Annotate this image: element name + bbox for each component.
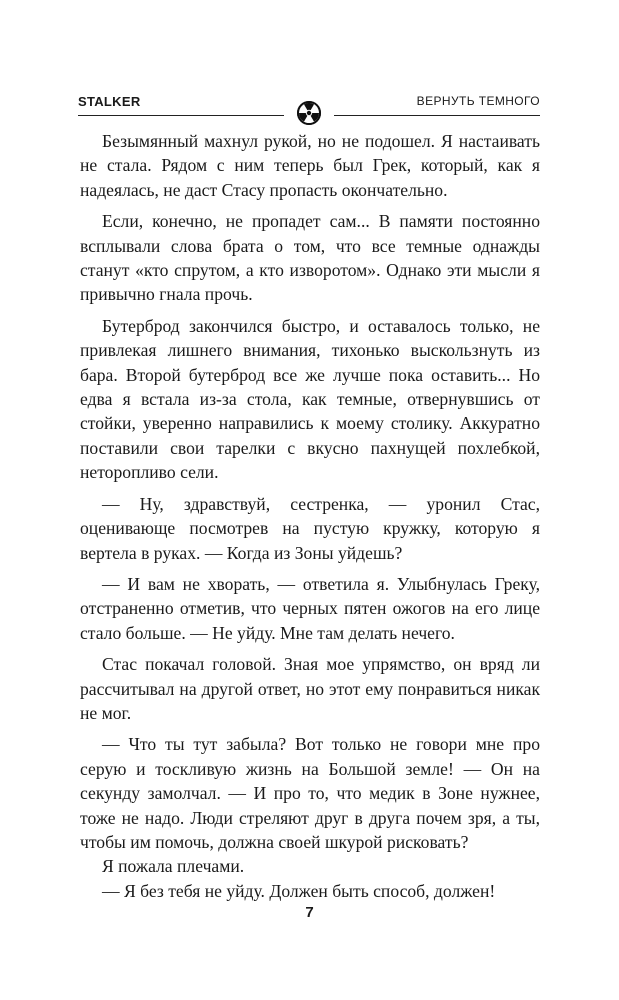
paragraph: Если, конечно, не пропадет сам... В памяти постоянно всплывали слова брата о том, что все темные однажды станут «кто спрутом, а кто изворотом». Однако эти мысли я привычно гнала прочь. (80, 211, 540, 305)
page-number: 7 (305, 904, 314, 921)
running-header (78, 86, 540, 126)
page-body-text (80, 129, 540, 903)
header-rule-right (334, 115, 540, 116)
paragraph: Бутерброд закончился быстро, и оставалось только, не привлекая лишнего внимания, тихонько выскользнуть из бара. Второй бутерброд все же лучше пока оставить... Но едва я встала из-за стола, как темные, отвернувшись от стойки, уверенно направились к моему столику. Аккуратно поставили свои тарелки с вкусно пахнущей похлебкой, неторопливо сели. (80, 315, 540, 483)
paragraph: — Что ты тут забыла? Вот только не говори мне про серую и тоскливую жизнь на Большой земле! — Он на секунду замолчал. — И про то, что медик в Зоне нужнее, тоже не надо. Люди стреляют друг в друга почем зря, а ты, чтобы им помочь, должна своей шкурой рисковать? (80, 734, 540, 852)
paragraph: Я пожала плечами. (102, 856, 245, 877)
paragraph: — Я без тебя не уйду. Должен быть способ, должен! (102, 880, 496, 901)
series-title: STALKER (78, 94, 141, 109)
header-rule-left (78, 115, 284, 116)
book-title: ВЕРНУТЬ ТЕМНОГО (416, 94, 540, 108)
paragraph: — И вам не хворать, — ответила я. Улыбнулась Греку, отстраненно отметив, что черных пятен ожогов на его лице стало больше. — Не уйду. Мне там делать нечего. (80, 573, 540, 643)
radiation-icon (296, 100, 322, 126)
paragraph: Стас покачал головой. Зная мое упрямство, он вряд ли рассчитывал на другой ответ, но этот ему понравиться никак не мог. (80, 654, 540, 723)
paragraph: Безымянный махнул рукой, но не подошел. Я настаивать не стала. Рядом с ним теперь был Грек, который, как я надеялась, не даст Стасу пропасть окончательно. (80, 131, 540, 200)
paragraph: — Ну, здравствуй, сестренка, — уронил Стас, оценивающе посмотрев на пустую кружку, которую я вертела в руках. — Когда из Зоны уйдешь? (80, 493, 540, 563)
